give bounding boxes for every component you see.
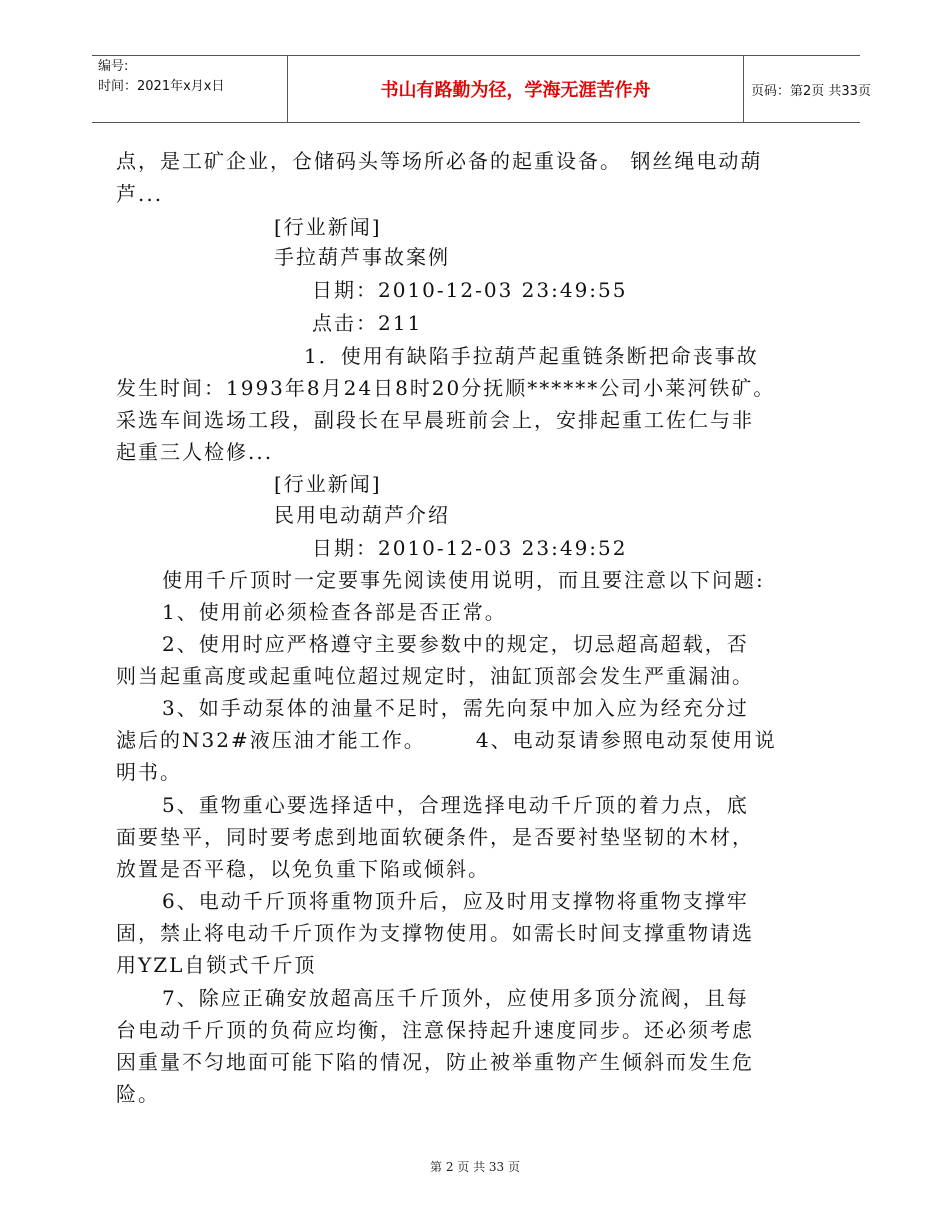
body-line: 1．使用有缺陷手拉葫芦起重链条断把命丧事故 [304,344,759,368]
body-line: 起重三人检修... [116,440,274,464]
news-date: 日期：2010-12-03 23:49:55 [312,278,628,302]
list-item: 5、重物重心要选择适中，合理选择电动千斤顶的着力点，底 [162,793,749,817]
body-line: 面要垫平，同时要考虑到地面软硬条件，是否要衬垫坚韧的木材， [116,825,754,849]
document-number-label: 编号: [98,59,129,74]
body-line: 采选车间选场工段，副段长在早晨班前会上，安排起重工佐仁与非 [116,408,754,432]
body-line: 发生时间：1993年8月24日8时20分抚顺******公司小莱河铁矿。 [116,376,776,400]
body-line: 固，禁止将电动千斤顶作为支撑物使用。如需长时间支撑重物请选 [116,921,754,945]
list-item: 1、使用前必须检查各部是否正常。 [162,600,507,624]
body-line: 台电动千斤顶的负荷应均衡，注意保持起升速度同步。还必须考虑 [116,1018,754,1042]
body-line: 使用千斤顶时一定要事先阅读使用说明，而且要注意以下问题: [162,568,765,592]
news-date: 日期：2010-12-03 23:49:52 [312,536,628,560]
news-category: [行业新闻] [274,472,382,496]
page-footer: 第 2 页 共 33 页 [430,1160,520,1174]
news-title: 手拉葫芦事故案例 [274,245,450,269]
list-item: 7、除应正确安放超高压千斤顶外，应使用多顶分流阀，且每 [162,986,749,1010]
body-line: 芦... [116,182,164,206]
document-time-label: 时间：2021年x月x日 [98,79,225,94]
news-clicks: 点击：211 [312,311,423,335]
body-line: 明书。 [116,760,182,784]
body-line: 用YZL自锁式千斤顶 [116,953,317,977]
list-item: 6、电动千斤顶将重物顶升后，应及时用支撑物将重物支撑牢 [162,889,749,913]
news-title: 民用电动葫芦介绍 [274,503,450,527]
list-item: 2、使用时应严格遵守主要参数中的规定，切忌超高超载，否 [162,632,749,656]
body-line: 因重量不匀地面可能下陷的情况，防止被举重物产生倾斜而发生危 [116,1050,754,1074]
header-motto: 书山有路勤为径，学海无涯苦作舟 [380,80,651,101]
news-category: [行业新闻] [274,215,382,239]
body-line: 放置是否平稳，以免负重下陷或倾斜。 [116,857,490,881]
header-page-info: 页码：第2页 共33页 [751,83,871,99]
body-line: 滤后的N32#液压油才能工作。 4、电动泵请参照电动泵使用说 [116,728,777,752]
body-line: 则当起重高度或起重吨位超过规定时，油缸顶部会发生严重漏油。 [116,664,754,688]
body-line: 点，是工矿企业，仓储码头等场所必备的起重设备。 钢丝绳电动葫 [116,149,763,173]
list-item: 3、如手动泵体的油量不足时，需先向泵中加入应为经充分过 [162,696,749,720]
body-line: 险。 [116,1082,160,1106]
